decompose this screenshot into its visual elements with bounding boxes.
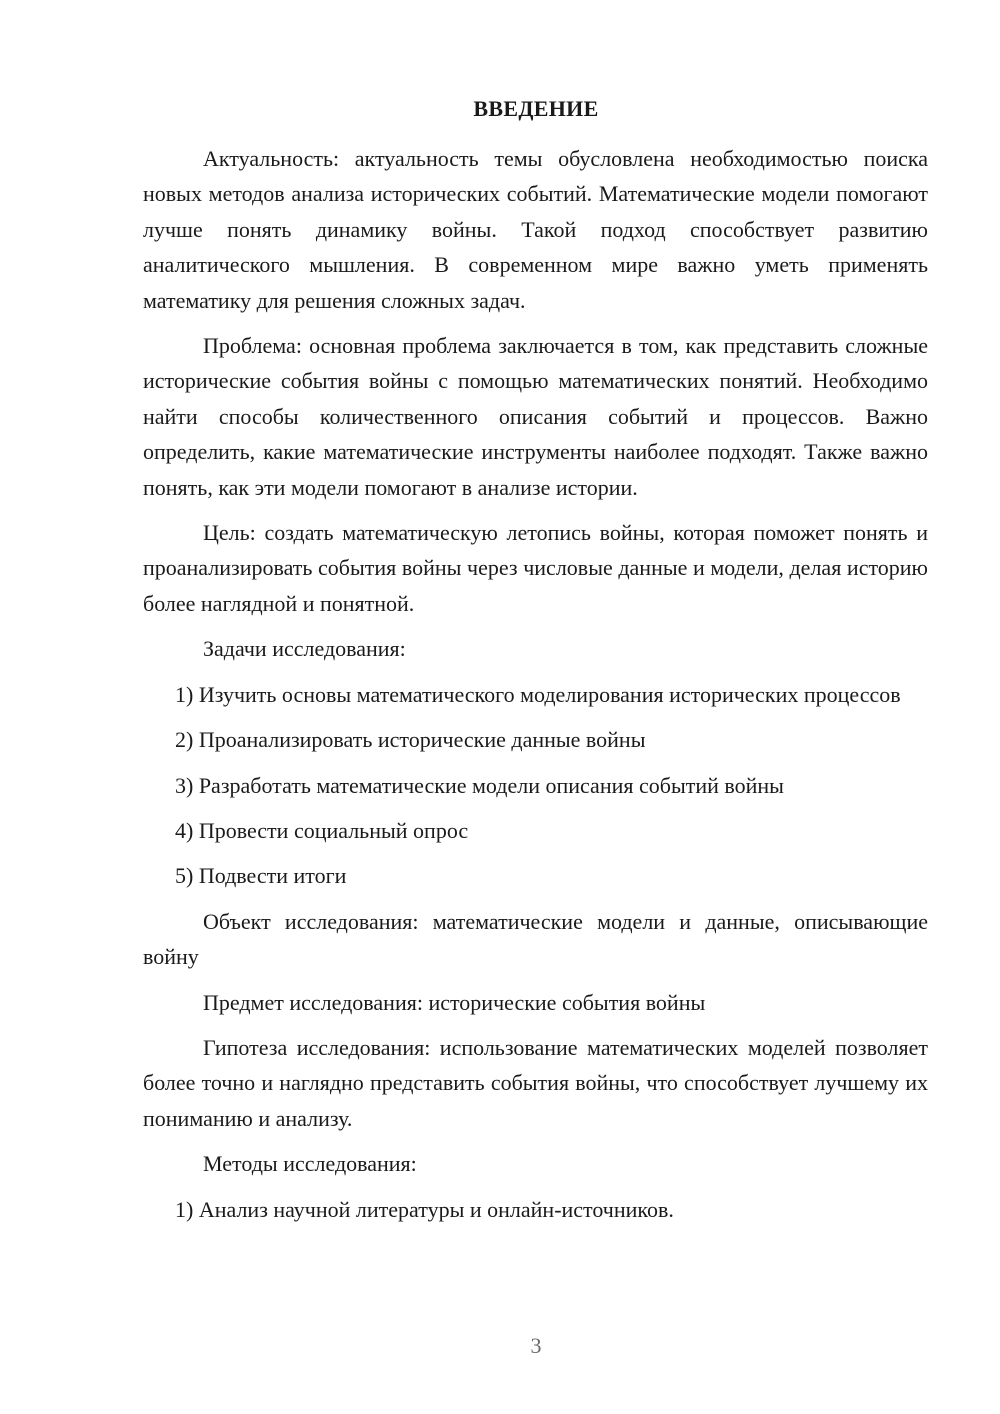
problem-paragraph: Проблема: основная проблема заключается в том, как представить сложные исторические события войны с помощью математических понятий. Необходимо найти способы количественного описания событий и процессов. Важно определить, какие математические инструменты наиболее подходят. Также важно понять, как эти модели помогают в анализе истории. bbox=[143, 333, 928, 500]
object-paragraph: Объект исследования: математические модели и данные, описывающие войну bbox=[143, 908, 928, 970]
methods-heading: Методы исследования: bbox=[203, 1151, 417, 1177]
page-number: 3 bbox=[530, 1333, 542, 1358]
section-title: ВВЕДЕНИЕ bbox=[473, 96, 599, 121]
document-body bbox=[143, 141, 928, 1237]
task-item: 5) Подвести итоги bbox=[175, 863, 347, 889]
task-item: 4) Провести социальный опрос bbox=[175, 817, 469, 843]
hypothesis-paragraph: Гипотеза исследования: использование математических моделей позволяет более точно и наглядно представить события войны, что способствует лучшему их пониманию и анализу. bbox=[143, 1034, 928, 1131]
task-item: 2) Проанализировать исторические данные войны bbox=[175, 727, 646, 753]
subject-paragraph: Предмет исследования: исторические события войны bbox=[203, 989, 706, 1015]
method-item: 1) Анализ научной литературы и онлайн-источников. bbox=[175, 1196, 674, 1222]
task-item: 1) Изучить основы математического моделирования исторических процессов bbox=[175, 681, 901, 707]
tasks-heading: Задачи исследования: bbox=[203, 636, 406, 662]
goal-paragraph: Цель: создать математическую летопись войны, которая поможет понять и проанализировать события войны через числовые данные и модели, делая историю более наглядной и понятной. bbox=[143, 520, 928, 616]
relevance-paragraph: Актуальность: актуальность темы обусловлена необходимостью поиска новых методов анализа исторических событий. Математические модели помогают лучше понять динамику войны. Такой подход способствует развитию аналитического мышления. В современном мире важно уметь применять математику для решения сложных задач. bbox=[143, 146, 928, 313]
task-item: 3) Разработать математические модели описания событий войны bbox=[175, 772, 784, 798]
